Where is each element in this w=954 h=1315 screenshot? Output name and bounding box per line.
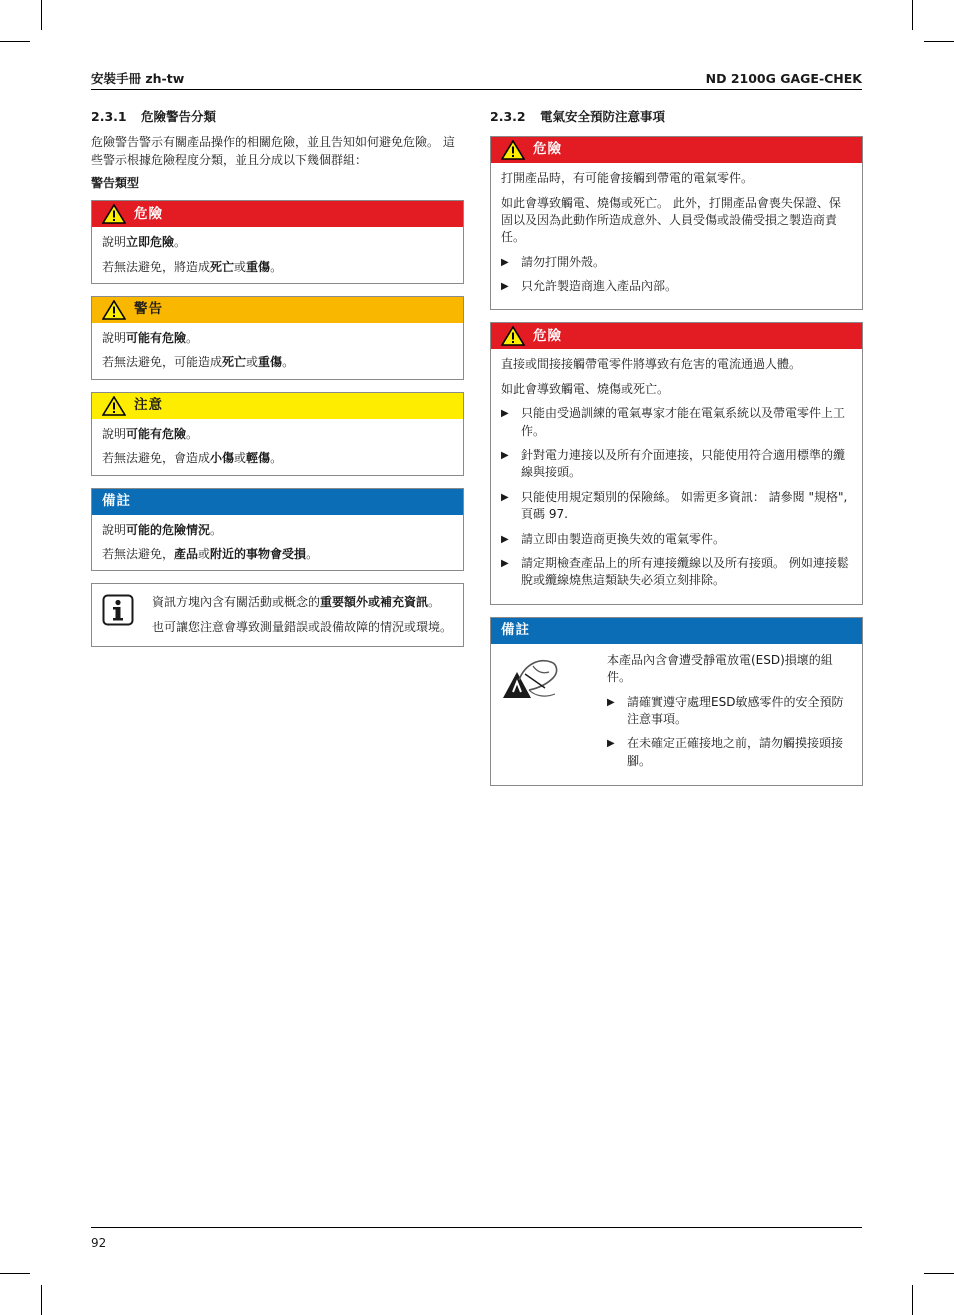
note-desc: 說明可能的危險情況。 xyxy=(102,522,223,537)
warning-triangle-icon xyxy=(102,300,126,320)
section-heading xyxy=(490,108,863,126)
crop-mark xyxy=(0,41,30,42)
danger-label: 危險 xyxy=(134,205,163,222)
arrow-right-icon: ▶ xyxy=(501,450,509,462)
warning-consequence: 若無法避免，可能造成死亡或重傷。 xyxy=(102,355,295,370)
note-label: 備註 xyxy=(501,621,530,638)
note-label: 備註 xyxy=(102,492,131,509)
list-item: ▶ 只能使用規定類別的保險絲。 如需更多資訊： 請參閱 "規格", 頁碼 97. xyxy=(501,489,852,524)
list-item: ▶ 請勿打開外殼。 xyxy=(501,254,852,271)
danger-text: 如此會導致觸電、燒傷或死亡。 xyxy=(501,381,670,396)
list-item: ▶ 請定期檢查產品上的所有連接纜線以及所有接頭。 例如連接鬆脫或纜線燒焦這類缺失必須立刻排除。 xyxy=(501,555,852,590)
list-item: ▶ 只能由受過訓練的電氣專家才能在電氣系統以及帶電零件上工作。 xyxy=(501,405,852,440)
section-heading xyxy=(91,108,464,126)
warning-label: 警告 xyxy=(134,301,163,318)
section-number: 2.3.1 xyxy=(91,109,127,124)
note-bar xyxy=(92,489,463,515)
page-number: 92 xyxy=(91,1236,107,1250)
note-bar xyxy=(491,618,862,644)
danger-consequence: 若無法避免，將造成死亡或重傷。 xyxy=(102,259,283,274)
note-consequence: 若無法避免，產品或附近的事物會受損。 xyxy=(102,547,319,562)
section-title: 電氣安全預防注意事項 xyxy=(540,109,666,124)
caution-label: 注意 xyxy=(134,397,163,414)
danger-label: 危險 xyxy=(533,141,562,158)
list-item: ▶ 請確實遵守處理ESD敏感零件的安全預防注意事項。 xyxy=(607,694,852,729)
section-title: 危險警告分類 xyxy=(141,109,217,124)
note-box xyxy=(91,488,464,572)
esd-note-box xyxy=(490,617,863,786)
warning-types-label: 警告類型 xyxy=(91,175,140,190)
danger-text: 如此會導致觸電、燒傷或死亡。 此外，打開產品會喪失保證、保固以及因為此動作所造成意外、人員受傷或設備受損之製造商責任。 xyxy=(501,195,841,245)
danger-bar xyxy=(92,201,463,227)
esd-hand-icon xyxy=(499,652,563,704)
warning-box xyxy=(91,296,464,380)
danger-text: 打開產品時，有可能會接觸到帶電的電氣零件。 xyxy=(501,171,754,186)
list-item: ▶ 請立即由製造商更換失效的電氣零件。 xyxy=(501,531,852,548)
caution-bar xyxy=(92,393,463,419)
left-column xyxy=(91,108,464,647)
warning-triangle-icon xyxy=(102,396,126,416)
warning-bar xyxy=(92,297,463,323)
info-box xyxy=(91,583,464,647)
intro-paragraph: 危險警告警示有關產品操作的相關危險，並且告知如何避免危險。 這些警示根據危險程度分類，並且分成以下幾個群組： xyxy=(91,135,455,167)
arrow-right-icon: ▶ xyxy=(501,408,509,420)
warning-desc: 說明可能有危險。 xyxy=(102,331,199,346)
electrical-danger-box-1 xyxy=(490,136,863,310)
section-number: 2.3.2 xyxy=(490,109,526,124)
arrow-right-icon: ▶ xyxy=(501,533,509,545)
warning-triangle-icon xyxy=(102,204,126,224)
info-line-1: 資訊方塊內含有關活動或概念的重要額外或補充資訊。 xyxy=(152,595,441,610)
electrical-danger-box-2 xyxy=(490,322,863,604)
danger-text: 直接或間接接觸帶電零件將導致有危害的電流通過人體。 xyxy=(501,357,802,372)
crop-mark xyxy=(41,0,42,30)
list-item: ▶ 在未確定正確接地之前，請勿觸摸接頭接腳。 xyxy=(607,735,852,770)
footer-rule xyxy=(91,1227,862,1228)
list-item: ▶ 針對電力連接以及所有介面連接，只能使用符合適用標準的纜線與接頭。 xyxy=(501,447,852,482)
caution-consequence: 若無法避免，會造成小傷或輕傷。 xyxy=(102,451,283,466)
arrow-right-icon: ▶ xyxy=(501,557,509,569)
esd-text: 本產品內含會遭受靜電放電(ESD)損壞的組件。 xyxy=(607,652,833,685)
crop-mark xyxy=(0,1273,30,1274)
crop-mark xyxy=(912,1285,913,1315)
arrow-right-icon: ▶ xyxy=(501,281,509,293)
crop-mark xyxy=(41,1285,42,1315)
arrow-right-icon: ▶ xyxy=(607,696,615,708)
product-name: ND 2100G GAGE-CHEK xyxy=(705,71,862,86)
right-column xyxy=(490,108,863,798)
danger-desc: 說明立即危險。 xyxy=(102,235,187,250)
crop-mark xyxy=(924,41,954,42)
crop-mark xyxy=(924,1273,954,1274)
danger-box xyxy=(91,200,464,284)
manual-title: 安裝手冊 zh-tw xyxy=(91,71,185,86)
info-icon xyxy=(102,594,134,626)
page-header xyxy=(91,70,862,90)
danger-label: 危險 xyxy=(533,327,562,344)
arrow-right-icon: ▶ xyxy=(501,256,509,268)
warning-triangle-icon xyxy=(501,326,525,346)
crop-mark xyxy=(912,0,913,30)
warning-triangle-icon xyxy=(501,140,525,160)
arrow-right-icon: ▶ xyxy=(607,738,615,750)
caution-box xyxy=(91,392,464,476)
danger-bar xyxy=(491,323,862,349)
info-line-2: 也可讓您注意會導致測量錯誤或設備故障的情況或環境。 xyxy=(152,619,453,634)
list-item: ▶ 只允許製造商進入產品內部。 xyxy=(501,278,852,295)
caution-desc: 說明可能有危險。 xyxy=(102,426,199,441)
danger-bar xyxy=(491,137,862,163)
arrow-right-icon: ▶ xyxy=(501,491,509,503)
